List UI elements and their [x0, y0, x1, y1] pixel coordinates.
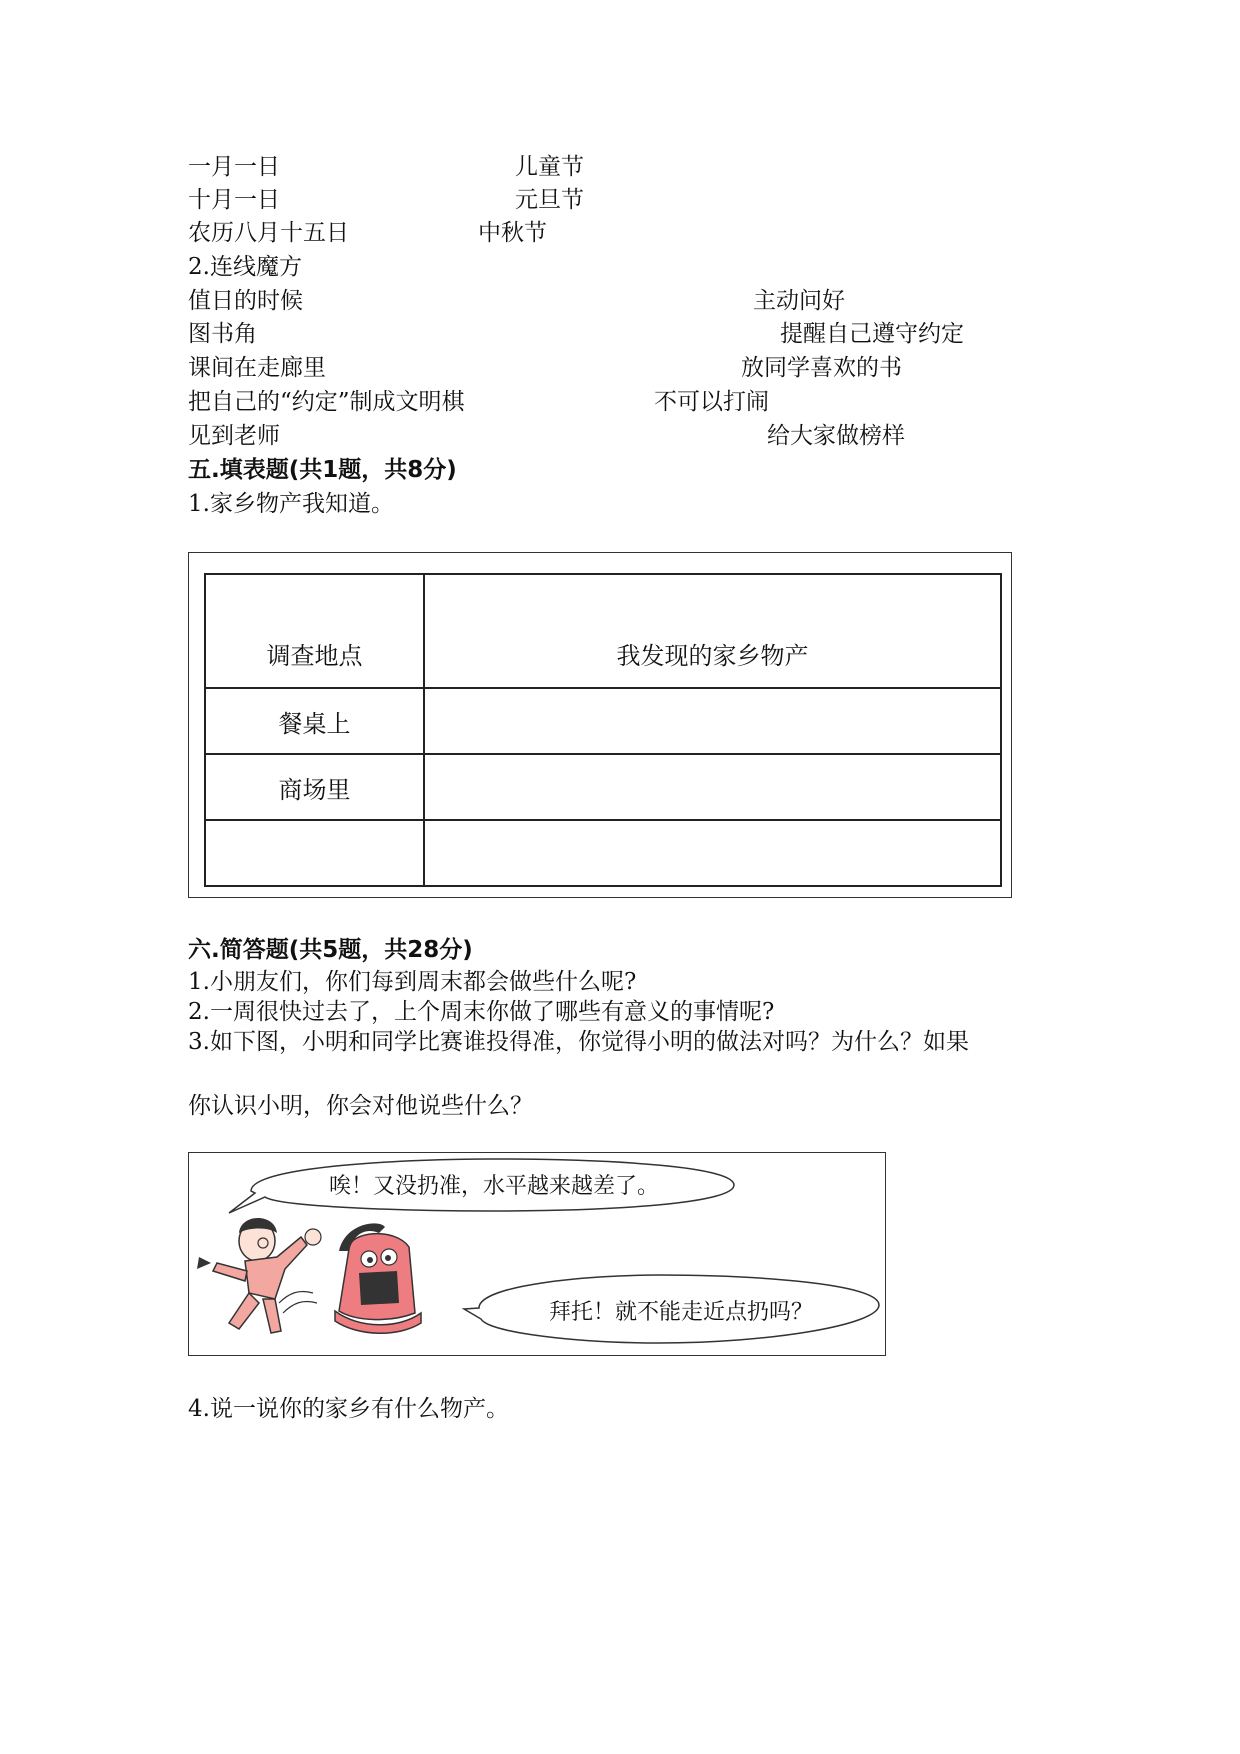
table-row	[205, 688, 1001, 754]
match2-right-2: 提醒自己遵守约定	[780, 321, 964, 347]
speech-bubble-bottom-text: 拜托！就不能走近点扔吗？	[549, 1300, 814, 1325]
question-4: 4.说一说你的家乡有什么物产。	[188, 1396, 509, 1422]
table-cell-products[interactable]	[424, 754, 1001, 820]
match2-left-5: 见到老师	[188, 423, 280, 449]
table-row	[205, 820, 1001, 886]
table-header-location: 调查地点	[205, 574, 424, 688]
speech-bubble-top-text: 唉！又没扔准，水平越来越差了。	[329, 1174, 660, 1199]
match2-right-4: 不可以打闹	[654, 389, 769, 415]
section5-question: 1.家乡物产我知道。	[188, 491, 394, 517]
match1-left-1: 一月一日	[188, 154, 280, 180]
match1-left-2: 十月一日	[188, 187, 280, 213]
survey-table	[204, 573, 1002, 887]
section5-heading: 五.填表题(共1题，共8分)	[188, 457, 457, 483]
table-cell-location: 餐桌上	[205, 688, 424, 754]
section6-heading: 六.简答题(共5题，共28分)	[188, 937, 473, 963]
match2-right-1: 主动问好	[753, 288, 845, 314]
table-cell-products[interactable]	[424, 820, 1001, 886]
match1-right-1: 儿童节	[515, 154, 584, 180]
table-cell-products[interactable]	[424, 688, 1001, 754]
table-header-row	[205, 574, 1001, 688]
table-cell-location[interactable]	[205, 820, 424, 886]
comic-illustration	[188, 1152, 886, 1356]
boy-figure-icon	[197, 1218, 321, 1333]
question-1: 1.小朋友们，你们每到周末都会做些什么呢?	[188, 969, 637, 995]
match1-left-3: 农历八月十五日	[188, 220, 349, 246]
match1-right-2: 元旦节	[515, 187, 584, 213]
match2-left-3: 课间在走廊里	[188, 355, 326, 381]
question-2: 2.一周很快过去了，上个周末你做了哪些有意义的事情呢?	[188, 999, 775, 1025]
table-row	[205, 754, 1001, 820]
question-3-line-1: 3.如下图，小明和同学比赛谁投得准，你觉得小明的做法对吗？为什么？如果	[188, 1029, 969, 1055]
match2-left-4: 把自己的“约定”制成文明棋	[188, 389, 465, 415]
table-cell-location: 商场里	[205, 754, 424, 820]
match2-left-2: 图书角	[188, 321, 257, 347]
match2-right-5: 给大家做榜样	[767, 423, 905, 449]
table-header-products: 我发现的家乡物产	[424, 574, 1001, 688]
match2-title: 2.连线魔方	[188, 254, 302, 280]
question-3-line-2: 你认识小明，你会对他说些什么？	[188, 1093, 533, 1119]
match2-right-3: 放同学喜欢的书	[741, 355, 902, 381]
match2-left-1: 值日的时候	[188, 288, 303, 314]
trash-bin-figure-icon	[335, 1223, 421, 1333]
survey-table-frame	[188, 552, 1012, 898]
match1-right-3: 中秋节	[478, 220, 547, 246]
